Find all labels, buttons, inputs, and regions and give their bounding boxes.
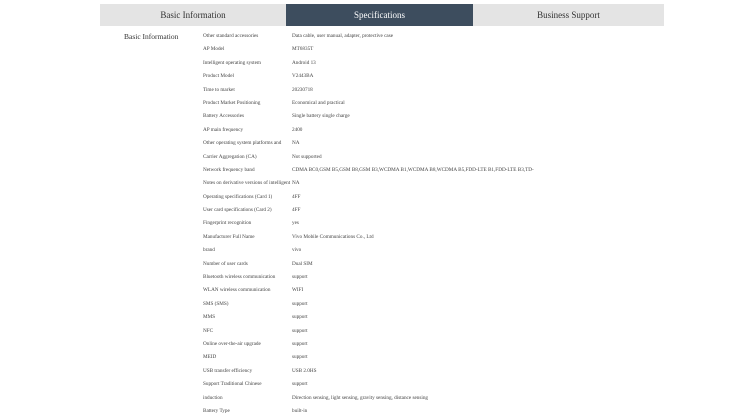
spec-row bbox=[203, 407, 663, 420]
spec-table bbox=[203, 32, 663, 420]
spec-label: NFC bbox=[203, 327, 214, 334]
spec-value: built-in bbox=[292, 407, 308, 414]
spec-value: Direction sensing, light sensing, gravity sensing, distance sensing bbox=[292, 394, 429, 401]
spec-label: MEID bbox=[203, 354, 217, 361]
spec-value: support bbox=[292, 381, 308, 388]
spec-value: 2400 bbox=[292, 126, 303, 133]
spec-value: Vivo Mobile Communications Co., Ltd bbox=[292, 233, 374, 240]
spec-label: AP main frequency bbox=[203, 126, 244, 133]
spec-label: Carrier Aggregation (CA) bbox=[203, 153, 257, 160]
spec-label: Battery Type bbox=[203, 407, 230, 414]
spec-value: Data cable, user manual, adapter, protective case bbox=[292, 33, 394, 39]
spec-label: SMS (SMS) bbox=[203, 300, 229, 307]
spec-row bbox=[203, 313, 663, 326]
spec-value: Dual SIM bbox=[292, 260, 313, 267]
spec-row bbox=[203, 380, 663, 393]
spec-value: support bbox=[292, 274, 308, 281]
spec-value: CDMA BC0,GSM B5,GSM B8,GSM B3,WCDMA B1,WCDMA B8,WCDMA B5,FDD-LTE B1,FDD-LTE B3,TD- bbox=[292, 166, 534, 173]
spec-row bbox=[203, 394, 663, 407]
spec-label: Other operating system platforms and bbox=[203, 140, 282, 147]
tab-basic-information[interactable]: Basic Information bbox=[100, 4, 286, 26]
spec-row bbox=[203, 126, 663, 139]
tab-specifications[interactable]: Specifications bbox=[286, 4, 473, 26]
spec-label: Network frequency band bbox=[203, 166, 255, 173]
spec-label: Number of user cards bbox=[203, 260, 248, 267]
spec-row bbox=[203, 327, 663, 340]
spec-label: Bluetooth wireless communication bbox=[203, 274, 276, 281]
spec-value: 4FF bbox=[292, 193, 301, 200]
spec-row bbox=[203, 32, 663, 45]
spec-value: Economical and practical bbox=[292, 99, 345, 106]
spec-label: Manufacturer Full Name bbox=[203, 233, 255, 240]
spec-value: MT6835T bbox=[292, 46, 314, 53]
spec-label: Intelligent operating system bbox=[203, 59, 261, 66]
tab-business-support[interactable]: Business Support bbox=[473, 4, 664, 26]
spec-row bbox=[203, 99, 663, 112]
spec-label: MMS bbox=[203, 314, 216, 321]
spec-value: support bbox=[292, 354, 308, 361]
spec-row bbox=[203, 286, 663, 299]
spec-value: 4FF bbox=[292, 207, 301, 214]
spec-row bbox=[203, 353, 663, 366]
spec-row bbox=[203, 153, 663, 166]
spec-row bbox=[203, 273, 663, 286]
spec-row bbox=[203, 340, 663, 353]
spec-label: Product Market Positioning bbox=[203, 99, 261, 106]
spec-row bbox=[203, 45, 663, 58]
spec-value: NA bbox=[292, 180, 300, 187]
spec-value: support bbox=[292, 327, 308, 334]
spec-row bbox=[203, 166, 663, 179]
spec-label: Battery Accessories bbox=[203, 113, 245, 120]
spec-row bbox=[203, 246, 663, 259]
spec-label: brand bbox=[203, 247, 215, 254]
spec-value: yes bbox=[292, 220, 299, 227]
spec-value: vivo bbox=[292, 247, 302, 254]
spec-value: support bbox=[292, 314, 308, 321]
spec-row bbox=[203, 112, 663, 125]
spec-value: support bbox=[292, 340, 308, 347]
spec-label: USB transfer efficiency bbox=[203, 367, 253, 374]
spec-row bbox=[203, 179, 663, 192]
spec-row bbox=[203, 139, 663, 152]
spec-value: WIFI bbox=[292, 287, 304, 294]
spec-row bbox=[203, 233, 663, 246]
spec-row bbox=[203, 193, 663, 206]
spec-row bbox=[203, 219, 663, 232]
spec-label: Fingerprint recognition bbox=[203, 220, 252, 227]
spec-row bbox=[203, 86, 663, 99]
section-title: Basic Information bbox=[124, 32, 179, 41]
spec-label: induction bbox=[203, 394, 223, 401]
spec-value: USB 2.0HS bbox=[292, 367, 317, 374]
spec-value: Android 13 bbox=[292, 59, 316, 66]
spec-label: Notes on derivative versions of intelligent bbox=[203, 180, 291, 187]
spec-row bbox=[203, 367, 663, 380]
tab-bar bbox=[100, 4, 664, 26]
spec-label: Time to market bbox=[203, 86, 235, 93]
spec-value: NA bbox=[292, 140, 300, 147]
spec-label: Operating specifications (Card 1) bbox=[203, 193, 273, 200]
spec-row bbox=[203, 59, 663, 72]
spec-value: Not supported bbox=[292, 153, 322, 160]
spec-label: User card specifications (Card 2) bbox=[203, 207, 272, 214]
spec-label: Online over-the-air upgrade bbox=[203, 340, 261, 347]
spec-label: AP Model bbox=[203, 46, 225, 53]
spec-row bbox=[203, 260, 663, 273]
spec-label: Product Model bbox=[203, 73, 234, 80]
spec-row bbox=[203, 300, 663, 313]
spec-label: Other standard accessories bbox=[203, 33, 259, 39]
spec-label: WLAN wireless communication bbox=[203, 287, 271, 294]
spec-label: Support Traditional Chinese bbox=[203, 381, 262, 388]
spec-value: Single battery single charge bbox=[292, 113, 350, 120]
spec-value: V2443BA bbox=[292, 73, 314, 80]
spec-row bbox=[203, 206, 663, 219]
spec-value: 20230718 bbox=[292, 86, 313, 93]
spec-row bbox=[203, 72, 663, 85]
spec-value: support bbox=[292, 300, 308, 307]
